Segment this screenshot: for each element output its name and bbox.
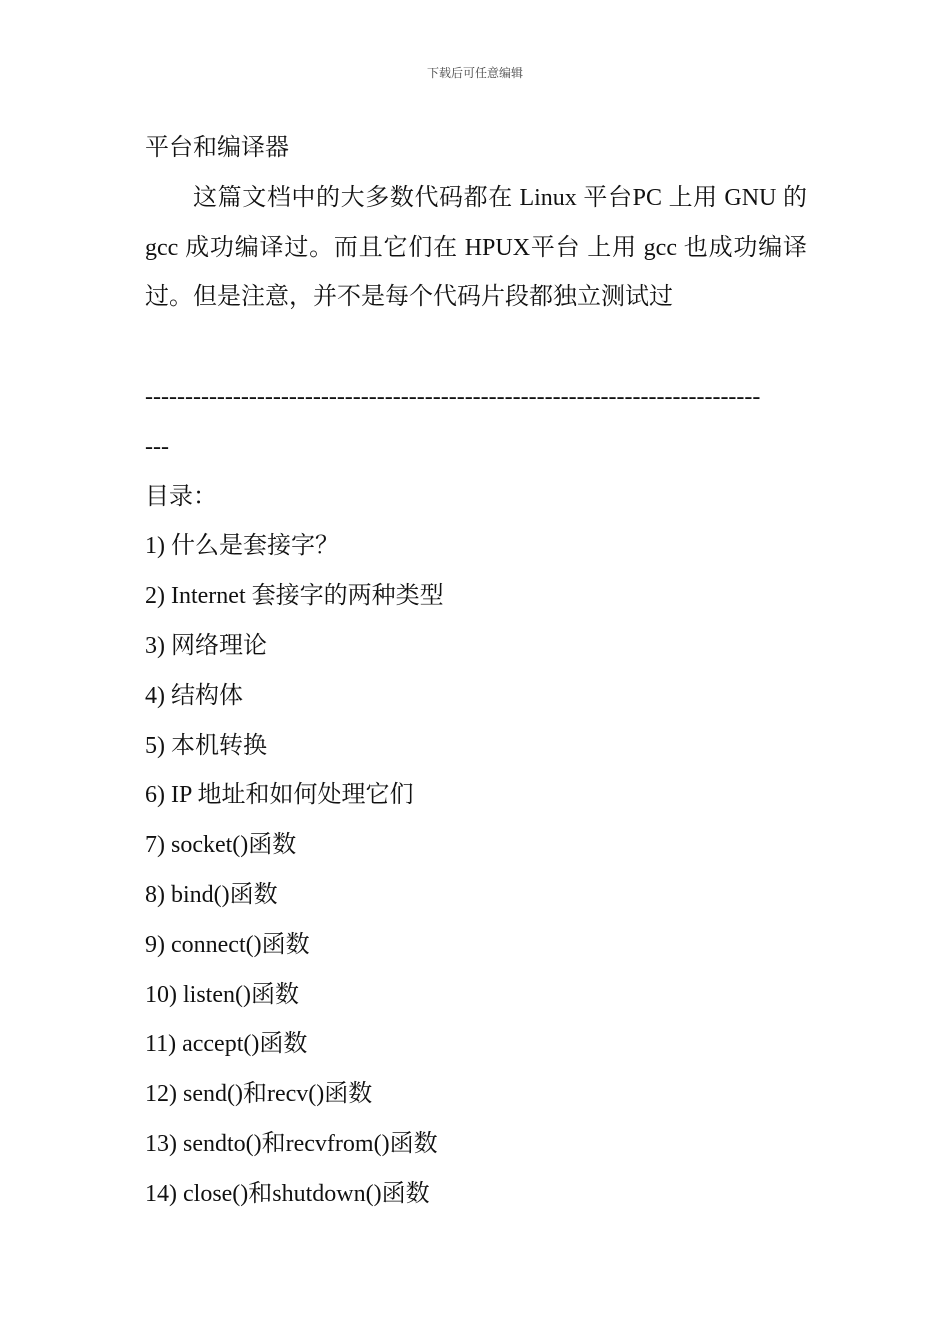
toc-heading: 目录： [145,483,217,510]
blank-line [145,323,807,373]
document-body [145,124,807,1220]
toc-item: 3) 网络理论 [145,632,267,659]
toc-item: 2) Internet 套接字的两种类型 [145,583,444,610]
toc-item: 7) socket()函数 [145,832,297,859]
toc-item: 11) accept()函数 [145,1031,308,1058]
toc-item: 14) close()和shutdown()函数 [145,1180,430,1207]
toc-item: 12) send()和recv()函数 [145,1081,373,1108]
divider-line: ----------------------------------------------------------------------------- [145,383,761,410]
page-header: 下载后可任意编辑 [426,66,523,80]
divider-line-continuation: --- [145,433,169,460]
toc-item: 9) connect()函数 [145,931,310,958]
section-title: 平台和编译器 [145,135,289,161]
toc-item: 6) IP 地址和如何处理它们 [145,782,414,809]
toc-item: 1) 什么是套接字？ [145,533,339,560]
toc-item: 8) bind()函数 [145,881,278,908]
toc-item: 13) sendto()和recvfrom()函数 [145,1130,438,1157]
toc-item: 5) 本机转换 [145,732,267,759]
intro-paragraph: 这篇文档中的大多数代码都在 Linux 平台PC 上用 GNU 的 gcc 成功编译过。而且它们在 HPUX平台 上用 gcc 也成功编译过。但是注意，并不是每个代码片段都独立测试过 [145,184,807,311]
toc-item: 10) listen()函数 [145,981,299,1008]
toc-item: 4) 结构体 [145,682,243,709]
